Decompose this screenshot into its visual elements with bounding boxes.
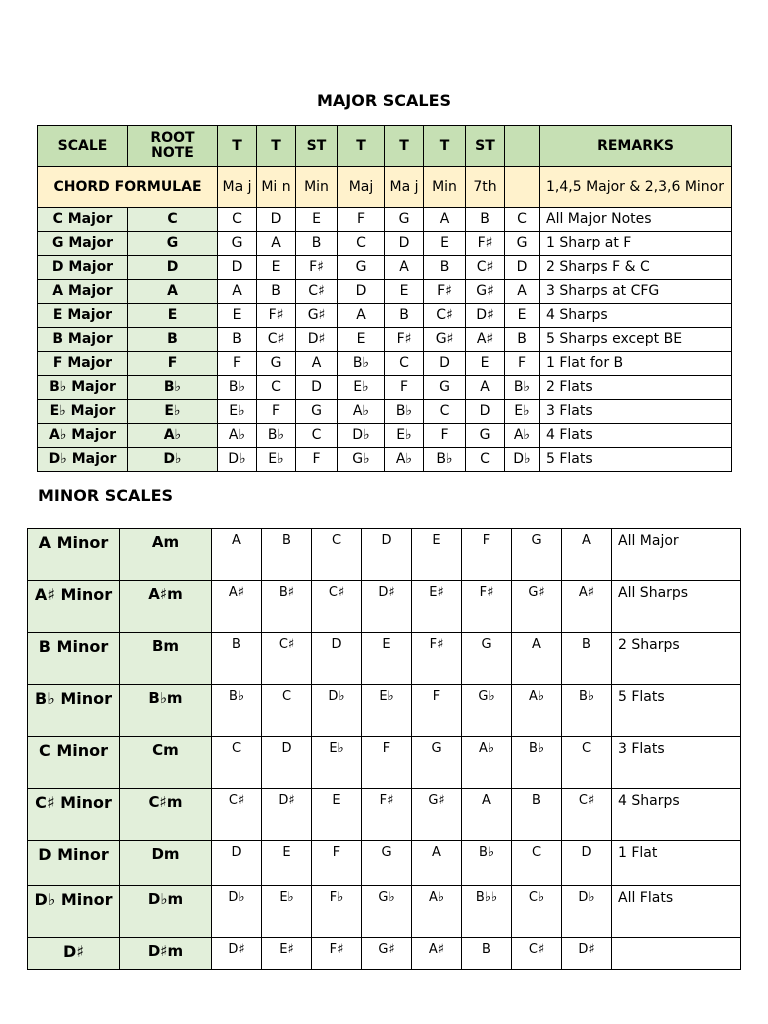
table-row <box>28 886 741 938</box>
header-cell: SCALE <box>38 126 128 167</box>
scale-name: D♭ Major <box>38 448 128 472</box>
note-cell: F♭ <box>312 886 362 938</box>
note-cell: C <box>505 208 540 232</box>
note-cell: B <box>257 280 296 304</box>
header-cell <box>505 126 540 167</box>
header-cell: T <box>338 126 385 167</box>
note-cell: G♯ <box>362 938 412 970</box>
remark-cell: 5 Sharps except BE <box>540 328 732 352</box>
note-cell: G <box>296 400 338 424</box>
note-cell: E <box>362 633 412 685</box>
note-cell: A <box>257 232 296 256</box>
remark-cell: 5 Flats <box>612 685 741 737</box>
note-cell: D♭ <box>218 448 257 472</box>
note-cell: F <box>312 841 362 886</box>
scale-name: D Minor <box>28 841 120 886</box>
note-cell: D♯ <box>296 328 338 352</box>
remark-cell: 4 Sharps <box>540 304 732 328</box>
remark-cell: All Major Notes <box>540 208 732 232</box>
table-row <box>28 633 741 685</box>
scale-name: A Major <box>38 280 128 304</box>
scale-name: E♭ Major <box>38 400 128 424</box>
note-cell: B <box>466 208 505 232</box>
root-note: B♭m <box>120 685 212 737</box>
note-cell: C♯ <box>466 256 505 280</box>
header-cell: T <box>218 126 257 167</box>
note-cell: D <box>262 737 312 789</box>
scale-name: A♯ Minor <box>28 581 120 633</box>
table-row <box>38 232 732 256</box>
note-cell: B♭ <box>212 685 262 737</box>
note-cell: B <box>512 789 562 841</box>
note-cell: B <box>505 328 540 352</box>
scale-name: C Minor <box>28 737 120 789</box>
note-cell: C <box>312 529 362 581</box>
note-cell: A♭ <box>462 737 512 789</box>
chord-formulae-row <box>38 167 732 208</box>
note-cell: A♯ <box>212 581 262 633</box>
remark-cell: 3 Flats <box>612 737 741 789</box>
note-cell: F♯ <box>466 232 505 256</box>
note-cell: C♯ <box>512 938 562 970</box>
note-cell: A♭ <box>505 424 540 448</box>
note-cell: A <box>412 841 462 886</box>
note-cell: B♭ <box>512 737 562 789</box>
note-cell: E <box>218 304 257 328</box>
table-row <box>28 529 741 581</box>
note-cell: C♯ <box>262 633 312 685</box>
note-cell: F <box>424 424 466 448</box>
note-cell: G♯ <box>512 581 562 633</box>
remark-cell: 2 Flats <box>540 376 732 400</box>
scale-name: C♯ Minor <box>28 789 120 841</box>
note-cell: D♭ <box>562 886 612 938</box>
note-cell: C <box>424 400 466 424</box>
note-cell: B♭ <box>505 376 540 400</box>
note-cell: F♯ <box>312 938 362 970</box>
note-cell: G♭ <box>462 685 512 737</box>
note-cell: D <box>212 841 262 886</box>
note-cell: F♯ <box>462 581 512 633</box>
chord-formula-cell: Maj <box>338 167 385 208</box>
note-cell: E <box>338 328 385 352</box>
table-row <box>38 304 732 328</box>
scale-name: B Major <box>38 328 128 352</box>
note-cell: F♯ <box>412 633 462 685</box>
header-cell: ROOT NOTE <box>128 126 218 167</box>
remark-cell <box>612 938 741 970</box>
table-row <box>38 352 732 376</box>
chord-formulae-remark: 1,4,5 Major & 2,3,6 Minor <box>540 167 732 208</box>
remark-cell: 2 Sharps F & C <box>540 256 732 280</box>
scale-name: F Major <box>38 352 128 376</box>
scale-name: B♭ Major <box>38 376 128 400</box>
note-cell: E <box>412 529 462 581</box>
note-cell: F♯ <box>362 789 412 841</box>
note-cell: C <box>562 737 612 789</box>
note-cell: G♭ <box>338 448 385 472</box>
root-note: Am <box>120 529 212 581</box>
note-cell: D♭ <box>338 424 385 448</box>
remark-cell: 4 Sharps <box>612 789 741 841</box>
header-cell: ST <box>296 126 338 167</box>
note-cell: E <box>505 304 540 328</box>
note-cell: D♭ <box>312 685 362 737</box>
note-cell: G <box>257 352 296 376</box>
note-cell: F <box>257 400 296 424</box>
note-cell: G <box>385 208 424 232</box>
note-cell: B <box>462 938 512 970</box>
note-cell: B♭♭ <box>462 886 512 938</box>
table-row <box>38 256 732 280</box>
root-note: B♭ <box>128 376 218 400</box>
note-cell: A <box>218 280 257 304</box>
major-header-row <box>38 126 732 167</box>
scale-name: G Major <box>38 232 128 256</box>
note-cell: B♯ <box>262 581 312 633</box>
table-row <box>38 376 732 400</box>
note-cell: E <box>466 352 505 376</box>
note-cell: E♭ <box>505 400 540 424</box>
note-cell: B <box>212 633 262 685</box>
scale-name: D Major <box>38 256 128 280</box>
root-note: A <box>128 280 218 304</box>
note-cell: G <box>466 424 505 448</box>
chord-formula-cell <box>505 167 540 208</box>
note-cell: D♯ <box>466 304 505 328</box>
root-note: A♯m <box>120 581 212 633</box>
note-cell: E <box>296 208 338 232</box>
note-cell: D <box>562 841 612 886</box>
note-cell: G <box>412 737 462 789</box>
note-cell: A <box>466 376 505 400</box>
note-cell: C♯ <box>424 304 466 328</box>
note-cell: F <box>362 737 412 789</box>
note-cell: E <box>312 789 362 841</box>
note-cell: E♭ <box>338 376 385 400</box>
note-cell: G <box>362 841 412 886</box>
root-note: F <box>128 352 218 376</box>
remark-cell: 4 Flats <box>540 424 732 448</box>
note-cell: C♭ <box>512 886 562 938</box>
scale-name: A♭ Major <box>38 424 128 448</box>
note-cell: C <box>262 685 312 737</box>
root-note: C♯m <box>120 789 212 841</box>
note-cell: A <box>212 529 262 581</box>
note-cell: A♯ <box>466 328 505 352</box>
root-note: C <box>128 208 218 232</box>
chord-formula-cell: Ma j <box>218 167 257 208</box>
note-cell: B <box>385 304 424 328</box>
scale-name: B Minor <box>28 633 120 685</box>
note-cell: A♯ <box>412 938 462 970</box>
note-cell: D <box>385 232 424 256</box>
note-cell: G♯ <box>412 789 462 841</box>
note-cell: F <box>338 208 385 232</box>
note-cell: D♯ <box>362 581 412 633</box>
root-note: G <box>128 232 218 256</box>
note-cell: F♯ <box>296 256 338 280</box>
note-cell: E♭ <box>362 685 412 737</box>
note-cell: F <box>296 448 338 472</box>
note-cell: C♯ <box>296 280 338 304</box>
note-cell: F♯ <box>257 304 296 328</box>
note-cell: B♭ <box>218 376 257 400</box>
note-cell: F <box>462 529 512 581</box>
header-cell: T <box>257 126 296 167</box>
note-cell: G <box>505 232 540 256</box>
root-note: E♭ <box>128 400 218 424</box>
root-note: D♭ <box>128 448 218 472</box>
note-cell: G <box>338 256 385 280</box>
note-cell: C♯ <box>257 328 296 352</box>
scale-name: A Minor <box>28 529 120 581</box>
note-cell: F <box>218 352 257 376</box>
remark-cell: 1 Sharp at F <box>540 232 732 256</box>
table-row <box>38 328 732 352</box>
note-cell: B♭ <box>385 400 424 424</box>
note-cell: D♯ <box>262 789 312 841</box>
note-cell: E♭ <box>257 448 296 472</box>
note-cell: A <box>338 304 385 328</box>
remark-cell: 1 Flat <box>612 841 741 886</box>
note-cell: D <box>424 352 466 376</box>
note-cell: C♯ <box>212 789 262 841</box>
chord-formula-cell: Min <box>424 167 466 208</box>
major-scales-table <box>37 125 732 472</box>
remark-cell: 3 Flats <box>540 400 732 424</box>
scale-name: D♯ <box>28 938 120 970</box>
table-row <box>38 208 732 232</box>
table-row <box>38 424 732 448</box>
note-cell: E <box>262 841 312 886</box>
note-cell: E <box>424 232 466 256</box>
scale-name: D♭ Minor <box>28 886 120 938</box>
header-cell: T <box>385 126 424 167</box>
note-cell: C <box>466 448 505 472</box>
note-cell: E <box>257 256 296 280</box>
remark-cell: All Sharps <box>612 581 741 633</box>
note-cell: G <box>218 232 257 256</box>
note-cell: G <box>462 633 512 685</box>
note-cell: A <box>562 529 612 581</box>
table-row <box>28 938 741 970</box>
note-cell: D♭ <box>212 886 262 938</box>
table-row <box>28 841 741 886</box>
note-cell: C <box>212 737 262 789</box>
note-cell: E♭ <box>218 400 257 424</box>
table-row <box>38 280 732 304</box>
table-row <box>28 737 741 789</box>
note-cell: G♯ <box>466 280 505 304</box>
remark-cell: 5 Flats <box>540 448 732 472</box>
chord-formula-cell: Ma j <box>385 167 424 208</box>
table-row <box>38 400 732 424</box>
note-cell: F <box>505 352 540 376</box>
note-cell: D♭ <box>505 448 540 472</box>
remark-cell: 3 Sharps at CFG <box>540 280 732 304</box>
note-cell: B♭ <box>424 448 466 472</box>
note-cell: B <box>262 529 312 581</box>
table-row <box>28 685 741 737</box>
note-cell: C <box>296 424 338 448</box>
note-cell: A <box>424 208 466 232</box>
note-cell: D <box>338 280 385 304</box>
note-cell: E♯ <box>412 581 462 633</box>
note-cell: A♯ <box>562 581 612 633</box>
note-cell: A♭ <box>412 886 462 938</box>
scale-name: C Major <box>38 208 128 232</box>
remark-cell: All Major <box>612 529 741 581</box>
note-cell: D <box>312 633 362 685</box>
note-cell: C♯ <box>312 581 362 633</box>
note-cell: F <box>385 376 424 400</box>
note-cell: E♯ <box>262 938 312 970</box>
note-cell: D <box>218 256 257 280</box>
remark-cell: 1 Flat for B <box>540 352 732 376</box>
major-scales-title: MAJOR SCALES <box>316 91 452 110</box>
root-note: A♭ <box>128 424 218 448</box>
header-cell: ST <box>466 126 505 167</box>
note-cell: A <box>385 256 424 280</box>
root-note: Bm <box>120 633 212 685</box>
note-cell: B <box>296 232 338 256</box>
note-cell: A♭ <box>338 400 385 424</box>
note-cell: G <box>512 529 562 581</box>
note-cell: G♭ <box>362 886 412 938</box>
note-cell: C <box>257 376 296 400</box>
note-cell: B♭ <box>462 841 512 886</box>
note-cell: B♭ <box>562 685 612 737</box>
note-cell: D <box>296 376 338 400</box>
header-cell: T <box>424 126 466 167</box>
remark-cell: 2 Sharps <box>612 633 741 685</box>
chord-formulae-label: CHORD FORMULAE <box>38 167 218 208</box>
note-cell: B♭ <box>338 352 385 376</box>
scale-name: B♭ Minor <box>28 685 120 737</box>
note-cell: D <box>466 400 505 424</box>
note-cell: A♭ <box>385 448 424 472</box>
note-cell: D♯ <box>212 938 262 970</box>
root-note: Dm <box>120 841 212 886</box>
note-cell: F <box>412 685 462 737</box>
root-note: D♯m <box>120 938 212 970</box>
note-cell: G♯ <box>424 328 466 352</box>
note-cell: F♯ <box>424 280 466 304</box>
scale-name: E Major <box>38 304 128 328</box>
note-cell: B <box>562 633 612 685</box>
note-cell: A <box>512 633 562 685</box>
table-row <box>38 448 732 472</box>
root-note: D <box>128 256 218 280</box>
root-note: Cm <box>120 737 212 789</box>
note-cell: A <box>296 352 338 376</box>
note-cell: E♭ <box>262 886 312 938</box>
remark-cell: All Flats <box>612 886 741 938</box>
note-cell: B♭ <box>257 424 296 448</box>
note-cell: B <box>218 328 257 352</box>
chord-formula-cell: 7th <box>466 167 505 208</box>
note-cell: D <box>362 529 412 581</box>
minor-scales-title: MINOR SCALES <box>38 486 174 505</box>
note-cell: G <box>424 376 466 400</box>
root-note: D♭m <box>120 886 212 938</box>
note-cell: D <box>257 208 296 232</box>
table-row <box>28 581 741 633</box>
note-cell: C <box>338 232 385 256</box>
note-cell: F♯ <box>385 328 424 352</box>
note-cell: C <box>218 208 257 232</box>
chord-formula-cell: Min <box>296 167 338 208</box>
note-cell: B <box>424 256 466 280</box>
note-cell: G♯ <box>296 304 338 328</box>
chord-formula-cell: Mi n <box>257 167 296 208</box>
note-cell: D♯ <box>562 938 612 970</box>
minor-scales-table <box>27 528 741 970</box>
note-cell: A <box>462 789 512 841</box>
note-cell: C <box>512 841 562 886</box>
note-cell: A♭ <box>512 685 562 737</box>
note-cell: E♭ <box>312 737 362 789</box>
note-cell: E <box>385 280 424 304</box>
note-cell: C♯ <box>562 789 612 841</box>
root-note: B <box>128 328 218 352</box>
note-cell: A <box>505 280 540 304</box>
note-cell: C <box>385 352 424 376</box>
header-cell: REMARKS <box>540 126 732 167</box>
note-cell: D <box>505 256 540 280</box>
table-row <box>28 789 741 841</box>
note-cell: E♭ <box>385 424 424 448</box>
note-cell: A♭ <box>218 424 257 448</box>
root-note: E <box>128 304 218 328</box>
